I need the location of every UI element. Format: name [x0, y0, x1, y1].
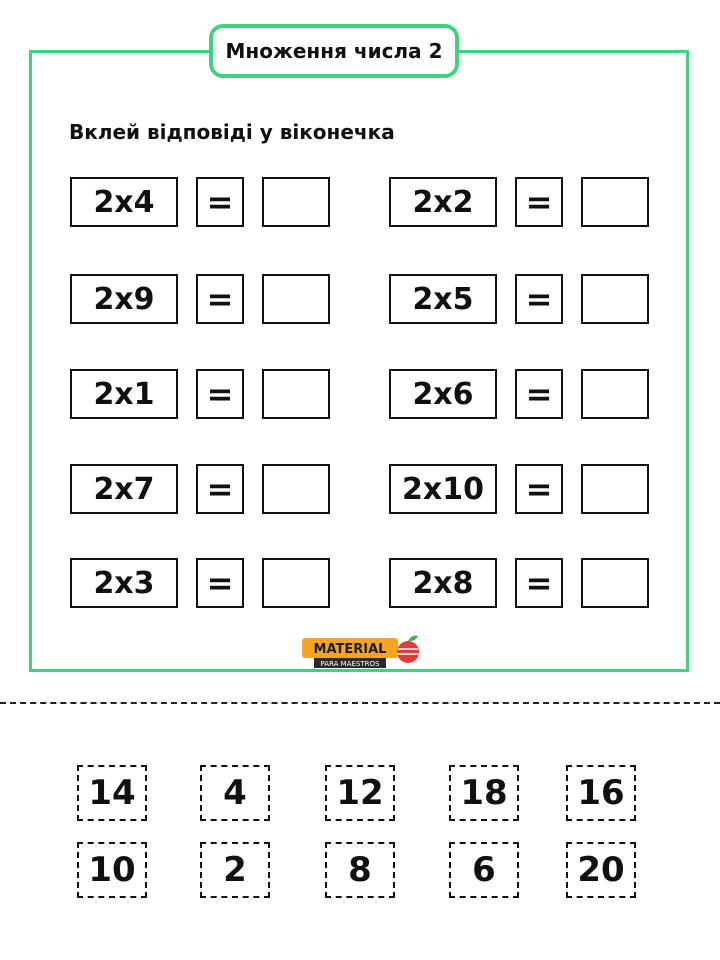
answer-slot[interactable] — [581, 274, 649, 324]
expression-box: 2x3 — [70, 558, 178, 608]
worksheet-title: Множення числа 2 — [209, 24, 459, 78]
answer-card[interactable]: 16 — [566, 765, 636, 821]
equals-box: = — [196, 558, 244, 608]
cut-line — [0, 702, 720, 704]
expression-box: 2x1 — [70, 369, 178, 419]
expression-box: 2x7 — [70, 464, 178, 514]
answer-slot[interactable] — [262, 369, 330, 419]
answer-slot[interactable] — [581, 369, 649, 419]
expression-box: 2x5 — [389, 274, 497, 324]
answer-slot[interactable] — [262, 558, 330, 608]
material-para-maestros-logo — [300, 630, 424, 672]
answer-card[interactable]: 8 — [325, 842, 395, 898]
equals-box: = — [196, 177, 244, 227]
answer-card[interactable]: 6 — [449, 842, 519, 898]
answer-slot[interactable] — [581, 464, 649, 514]
equals-box: = — [515, 177, 563, 227]
expression-box: 2x6 — [389, 369, 497, 419]
expression-box: 2x2 — [389, 177, 497, 227]
answer-card[interactable]: 20 — [566, 842, 636, 898]
answer-card[interactable]: 14 — [77, 765, 147, 821]
logo-sub-text: PARA MAESTROS — [320, 660, 380, 668]
equals-box: = — [515, 558, 563, 608]
answer-slot[interactable] — [262, 177, 330, 227]
equals-box: = — [515, 464, 563, 514]
answer-slot[interactable] — [262, 274, 330, 324]
leaf-icon — [408, 636, 418, 642]
expression-box: 2x4 — [70, 177, 178, 227]
expression-box: 2x8 — [389, 558, 497, 608]
answer-card[interactable]: 2 — [200, 842, 270, 898]
equals-box: = — [196, 369, 244, 419]
equals-box: = — [515, 274, 563, 324]
answer-card[interactable]: 12 — [325, 765, 395, 821]
answer-slot[interactable] — [581, 177, 649, 227]
answer-card[interactable]: 10 — [77, 842, 147, 898]
answer-card[interactable]: 4 — [200, 765, 270, 821]
answer-slot[interactable] — [581, 558, 649, 608]
instruction-text: Вклей відповіді у віконечка — [69, 120, 395, 144]
expression-box: 2x10 — [389, 464, 497, 514]
equals-box: = — [196, 464, 244, 514]
answer-card[interactable]: 18 — [449, 765, 519, 821]
logo-main-text: MATERIAL — [313, 642, 387, 657]
equals-box: = — [196, 274, 244, 324]
answer-slot[interactable] — [262, 464, 330, 514]
apple-icon — [397, 641, 419, 663]
expression-box: 2x9 — [70, 274, 178, 324]
equals-box: = — [515, 369, 563, 419]
